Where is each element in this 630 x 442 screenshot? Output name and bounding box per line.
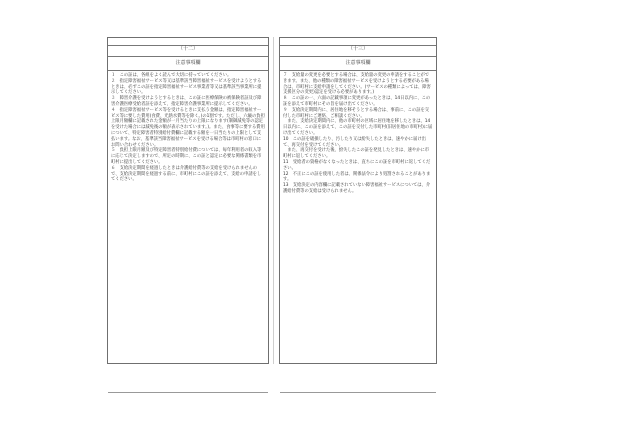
note-item: 12 不正にこの証を使用した者は、関係法令により処罰されることがあります。 [283,171,431,183]
notes-title: 注意事項欄 [280,57,436,71]
note-item: ６ 支給決定期間を経過したときは介護給付費等の支給を受けられませんので、支給決定期間を経過する前に、市町村にこの証を添えて、支給の申請をしてください。 [111,165,262,183]
note-item: ４ 指定障害福祉サービス等を受けるときに支払う金額は、指定障害福祉サービス等に要した費用(食費、光熱水費等を除く。)の1割です。ただし、六級の負担上限月額欄に記載された金額が一月当たりの上限になります(制御減免等の認定を受けた場合には減免後の額が表示されています。)。また、食事等に要する費用について、特定障害者特別給付費欄に記載する額を一日当たりの上限として支払います。なお、基準該当障害福祉サービスを受ける場合等は市町村の窓口にお問い合わせください。 [111,107,265,148]
note-item: 13 支給決定の内容欄に記載されていない障害福祉サービスについては、介護給付費等の支給は受けられません。 [283,183,431,194]
note-item: ７ 支給量の変更を必要とする場合は、支給量の変更の申請をすることができます。また、他の種類の障害福祉サービスを受けようとする必要がある場合は、市町村に支給申請をしてください。(サービスの種類によっては、障害支援区分の変更)認定を受ける必要があります。) [283,73,431,96]
notes-box [280,56,436,363]
note-item: １ この証は、各組をよく読んで大切に持っていてください。 [111,73,232,78]
left-page [107,37,269,364]
bottom-separator [108,392,268,393]
notes-title: 注意事項欄 [108,57,268,71]
binding-spine [273,37,274,364]
note-item: 11 受給者の資格がなくなったときは、直ちにこの証を市町村に返してください。 [283,159,431,171]
right-page [279,37,437,364]
note-item: ９ 支給決定期間内に、居住地を移そうとする場合は、事前に、この証を交付した市町村にご連絡、ご相談ください。 [283,107,430,119]
note-item: ８ この証の一、六面の記載事項に変更があったときは、14日以内に、この証を添えて市町村にその旨を届け出てください。 [283,96,431,107]
note-item: ３ 障害介護を受けようとするときは、この証に医療保険の被保険者証及び障害介護医療受給者証を添えて、指定障害介護事業所に提示してください。 [111,96,262,107]
notes-body [280,71,436,197]
note-item: 10 この証を破損したり、汚したり又は紛失したときは、速やかに届け出て、再交付を受けてください。 [283,136,426,148]
note-item: また、再交付を受けた後、紛失したこの証を発見したときは、速やかに市町村に返してください。 [283,148,430,160]
page-number: （十二） [177,46,198,52]
notes-box [108,56,268,363]
note-item: また、支給決定期間内に、他の市町村の区域に居住地を移したときは、14日以内に、この証を添えて、この証を交付した市町村(旧居住地の市町村)に届け出てください。 [283,119,433,136]
note-item: ２ 指定障害福祉サービス等又は基準該当障害福祉サービスを受けようとするときは、必ずこの証を指定障害福祉サービス事業者等又は基準該当事業所に提示してください。 [111,78,262,96]
page-number: （十三） [347,46,368,52]
bottom-separator [280,392,436,393]
notes-body [108,71,268,185]
note-item: ５ 負担上限月額及び特定障害者特別給付費については、毎年利用者の収入等に応じて決定しますので、所定の時期に、この証と認定に必要な関係書類を市町村に提出してください。 [111,148,262,165]
